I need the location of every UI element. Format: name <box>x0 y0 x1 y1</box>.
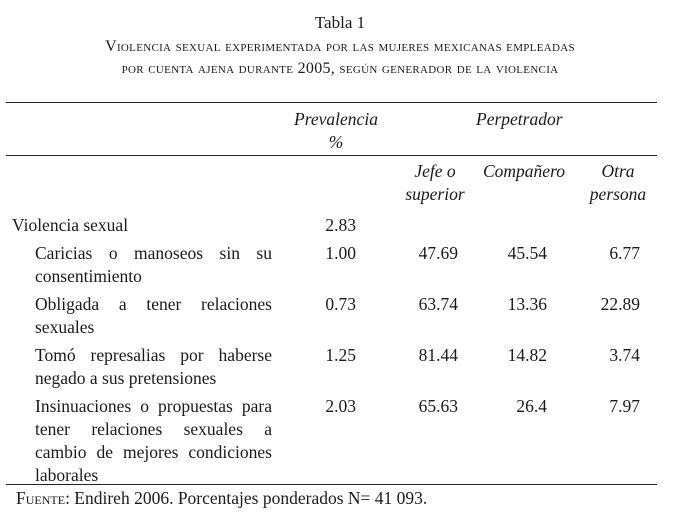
header-jefe-line2: superior <box>405 184 465 204</box>
header-prevalencia-line1: Prevalencia <box>294 109 378 129</box>
table-row-prevalencia: 0.73 <box>325 294 356 314</box>
table-row-companero: 13.36 <box>507 294 547 314</box>
header-jefe-line1: Jefe o <box>414 161 456 181</box>
header-jefe <box>398 160 472 206</box>
table-row-jefe: 65.63 <box>418 396 458 416</box>
table-row-otra: 6.77 <box>609 243 640 263</box>
source-label: Fuente <box>16 488 66 508</box>
table-row-otra: 22.89 <box>600 294 640 314</box>
header-otra-line1: Otra <box>601 161 635 181</box>
header-otra <box>584 160 652 206</box>
bottom-rule <box>6 484 657 485</box>
source-note <box>16 488 427 509</box>
total-row-prevalencia: 2.83 <box>325 215 356 235</box>
table-row-companero: 26.4 <box>516 396 547 416</box>
table-row-label: Obligada a tener relaciones sexuales <box>35 294 272 337</box>
header-prevalencia <box>284 108 388 154</box>
header-prevalencia-line2: % <box>328 132 344 152</box>
table-row-companero: 14.82 <box>507 345 547 365</box>
table-row-companero: 45.54 <box>507 243 547 263</box>
table-row-prevalencia: 2.03 <box>325 396 356 416</box>
header-rule <box>6 155 657 156</box>
table-caption-line-2: por cuenta ajena durante 2005, según generador de la violencia <box>121 60 559 77</box>
table-row-jefe: 63.74 <box>418 294 458 314</box>
table-row-jefe: 81.44 <box>418 345 458 365</box>
source-text: : Endireh 2006. Porcentajes ponderados N= 41 093. <box>65 488 428 508</box>
table-row-prevalencia: 1.25 <box>325 345 356 365</box>
table-caption-line-1: Violencia sexual experimentada por las mujeres mexicanas empleadas <box>105 38 575 55</box>
header-perpetrador: Perpetrador <box>476 109 563 129</box>
table-row-otra: 3.74 <box>609 345 640 365</box>
total-row-label: Violencia sexual <box>12 215 129 235</box>
table-row-label: Insinuaciones o propuestas para tener relaciones sexuales a cambio de mejores condiciones laborales <box>35 396 272 485</box>
table-row-jefe: 47.69 <box>418 243 458 263</box>
table-row-label: Caricias o manoseos sin su consentimiento <box>35 243 272 286</box>
header-companero: Compañero <box>483 161 565 181</box>
table-row-otra: 7.97 <box>609 396 640 416</box>
top-rule <box>6 102 657 103</box>
header-otra-line2: persona <box>589 184 647 204</box>
table-number: Tabla 1 <box>314 13 366 32</box>
table-row-label: Tomó represalias por haberse negado a sus pretensiones <box>35 345 272 388</box>
table-row-prevalencia: 1.00 <box>325 243 356 263</box>
